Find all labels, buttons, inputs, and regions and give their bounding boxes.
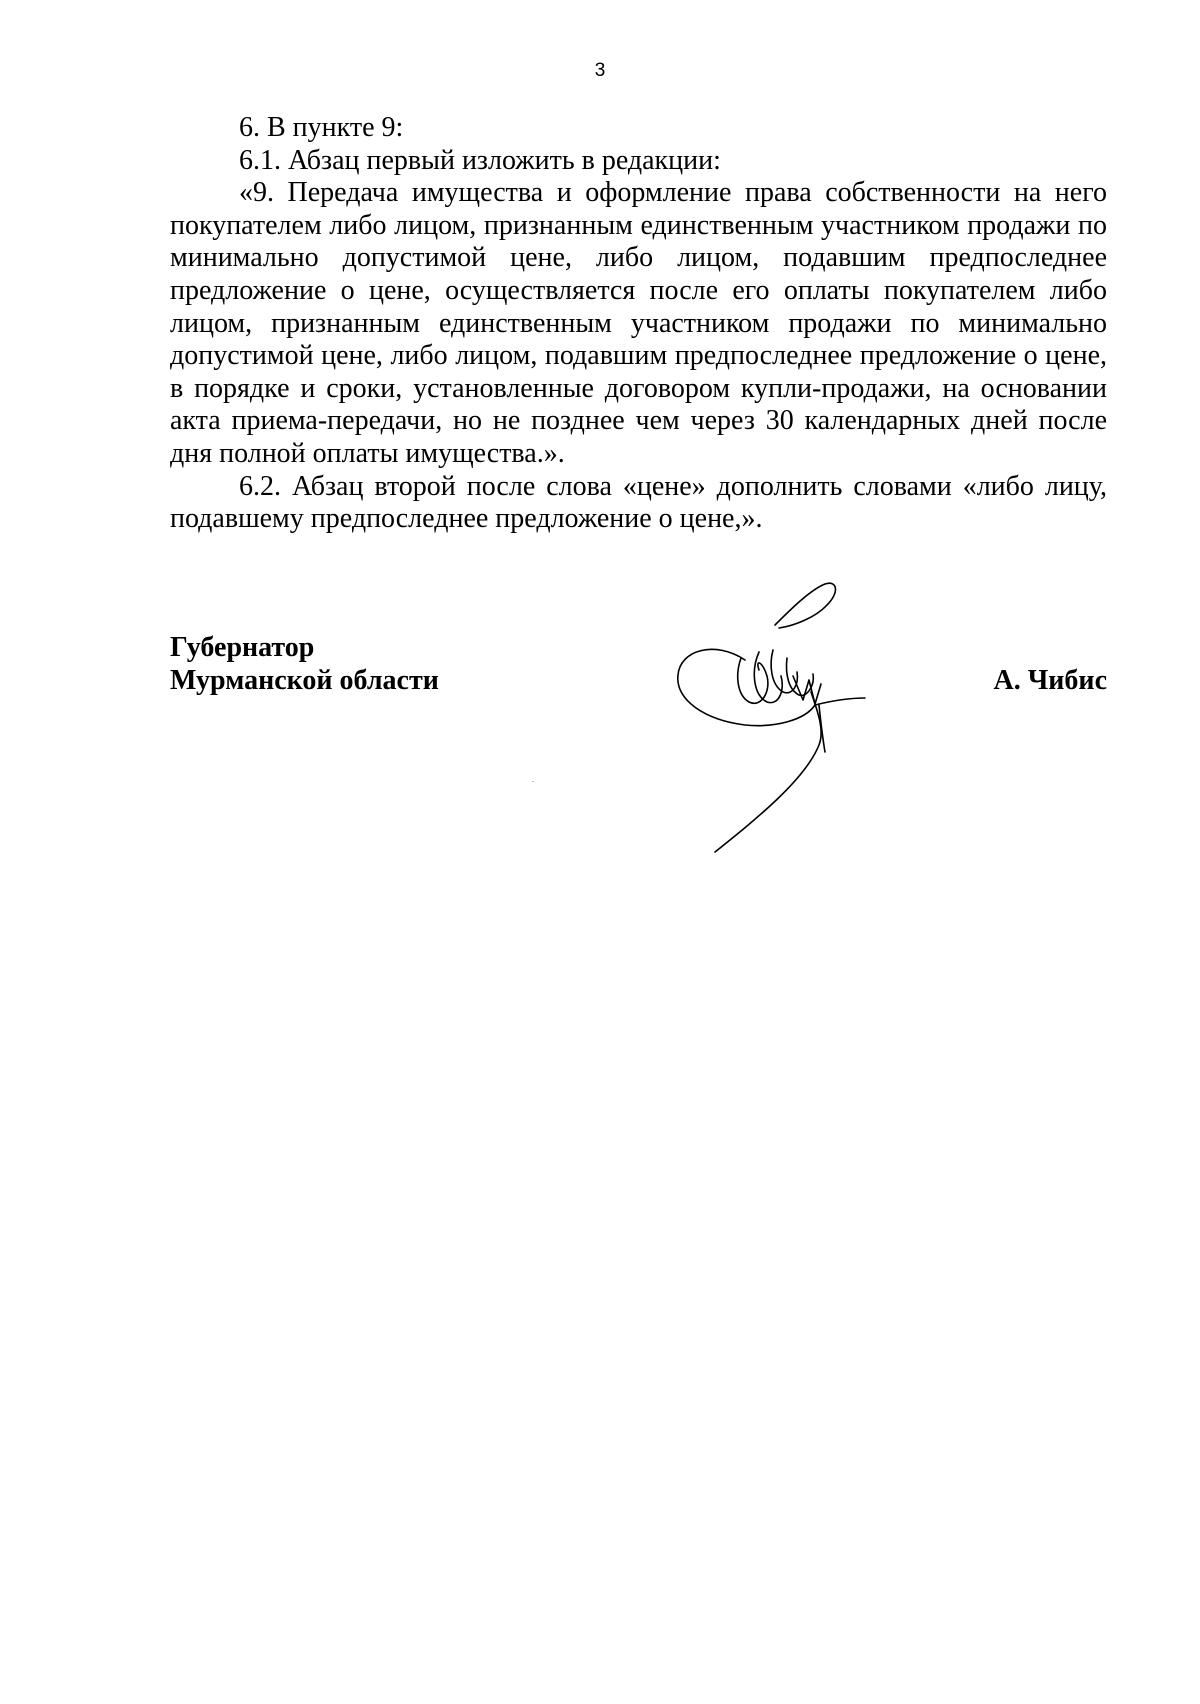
scan-speck: [532, 781, 534, 782]
signer-title-line2: Мурманской области: [170, 665, 439, 696]
signer-name: А. Чибис: [993, 665, 1107, 696]
paragraph-6-1: 6.1. Абзац первый изложить в редакции:: [239, 144, 721, 176]
signature-block: [170, 632, 1107, 712]
paragraph-9-new-wording: «9. Передача имущества и оформление права собственности на него покупателем либо лицом, признанным единственным участником продажи по минимально допустимой цене, либо лицом, подавшим предпоследнее предложение о цене, осуществляется после его оплаты покупателем либо лицом, признанным единственным участником продажи по минимально допустимой цене, либо лицом, подавшим предпоследнее предложение о цене, в порядке и сроки, установленные договором купли-продажи, на основании акта приема-передачи, но не позднее чем через 30 календарных дней после дня полной оплаты имущества.».: [170, 177, 1107, 469]
handwritten-signature: [675, 580, 910, 855]
page-number: 3: [594, 60, 606, 81]
paragraph-6: 6. В пункте 9:: [239, 112, 404, 143]
document-body: [170, 112, 1107, 536]
signer-title-line1: Губернатор: [170, 632, 315, 663]
paragraph-6-2: 6.2. Абзац второй после слова «цене» дополнить словами «либо лицу, подавшему предпоследнее предложение о цене,».: [170, 470, 1107, 535]
